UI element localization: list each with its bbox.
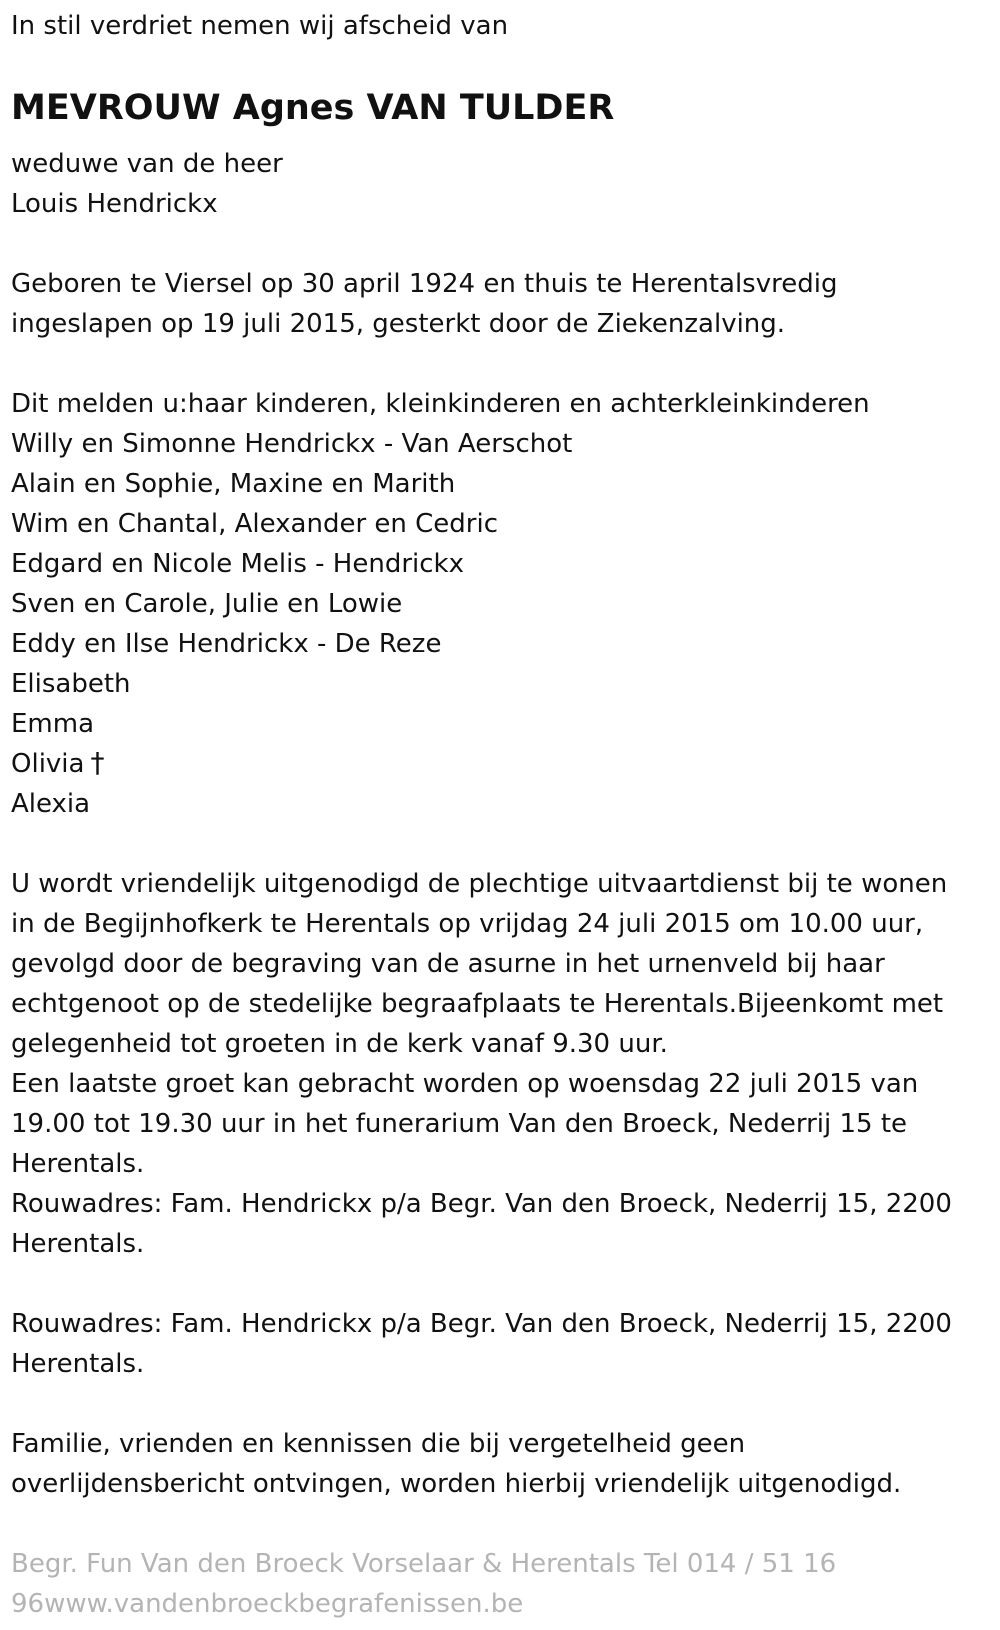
family-member: Willy en Simonne Hendrickx - Van Aerschot [11,429,573,459]
service-line: echtgenoot op de stedelijke begraafplaats te Herentals.Bijeenkomt met [11,989,944,1019]
service-line: Herentals. [11,1149,145,1179]
family-member: Eddy en Ilse Hendrickx - De Reze [11,629,442,659]
intro-text: In stil verdriet nemen wij afscheid van [11,11,509,41]
service-line: Een laatste groet kan gebracht worden op woensdag 22 juli 2015 van [11,1069,919,1099]
family-member-olivia [11,744,1000,784]
service-line: Herentals. [11,1229,145,1259]
family-member: Wim en Chantal, Alexander en Cedric [11,509,499,539]
service-line: 19.00 tot 19.30 uur in het funerarium Van den Broeck, Nederrij 15 te [11,1109,908,1139]
service-line: U wordt vriendelijk uitgenodigd de plechtige uitvaartdienst bij te wonen [11,869,948,899]
birth-line-1: Geboren te Viersel op 30 april 1924 en thuis te Herentalsvredig [11,269,838,299]
service-line: Rouwadres: Fam. Hendrickx p/a Begr. Van den Broeck, Nederrij 15, 2200 [11,1189,952,1219]
address-line-2: Herentals. [11,1349,145,1379]
service-line: gelegenheid tot groeten in de kerk vanaf 9.30 uur. [11,1029,668,1059]
birth-line-2: ingeslapen op 19 juli 2015, gesterkt door de Ziekenzalving. [11,309,786,339]
notice-line-1: Familie, vrienden en kennissen die bij vergetelheid geen [11,1429,746,1459]
family-member: Emma [11,709,95,739]
address-line-1: Rouwadres: Fam. Hendrickx p/a Begr. Van den Broeck, Nederrij 15, 2200 [11,1309,952,1339]
service-line: gevolgd door de begraving van de asurne in het urnenveld bij haar [11,949,885,979]
deceased-name: MEVROUW Agnes VAN TULDER [11,88,615,128]
spacer [11,1504,1000,1544]
footer-line-1: Begr. Fun Van den Broeck Vorselaar & Herentals Tel 014 / 51 16 [11,1549,837,1579]
family-member: Sven en Carole, Julie en Lowie [11,589,403,619]
relation-line-2: Louis Hendrickx [11,189,218,219]
spacer [11,1384,1000,1424]
family-member: Edgard en Nicole Melis - Hendrickx [11,549,464,579]
family-member: Elisabeth [11,669,131,699]
spacer [11,224,1000,264]
spacer [11,1264,1000,1304]
notice-line-2: overlijdensbericht ontvingen, worden hierbij vriendelijk uitgenodigd. [11,1469,902,1499]
footer-line-2: 96www.vandenbroeckbegrafenissen.be [11,1589,524,1619]
family-member: Alain en Sophie, Maxine en Marith [11,469,456,499]
family-member-name: Olivia [11,749,85,779]
spacer [11,344,1000,384]
cross-icon: † [90,746,105,779]
family-member: Alexia [11,789,91,819]
relation-line-1: weduwe van de heer [11,149,283,179]
spacer [11,824,1000,864]
service-line: in de Begijnhofkerk te Herentals op vrijdag 24 juli 2015 om 10.00 uur, [11,909,924,939]
family-heading: Dit melden u:haar kinderen, kleinkinderen en achterkleinkinderen [11,389,870,419]
